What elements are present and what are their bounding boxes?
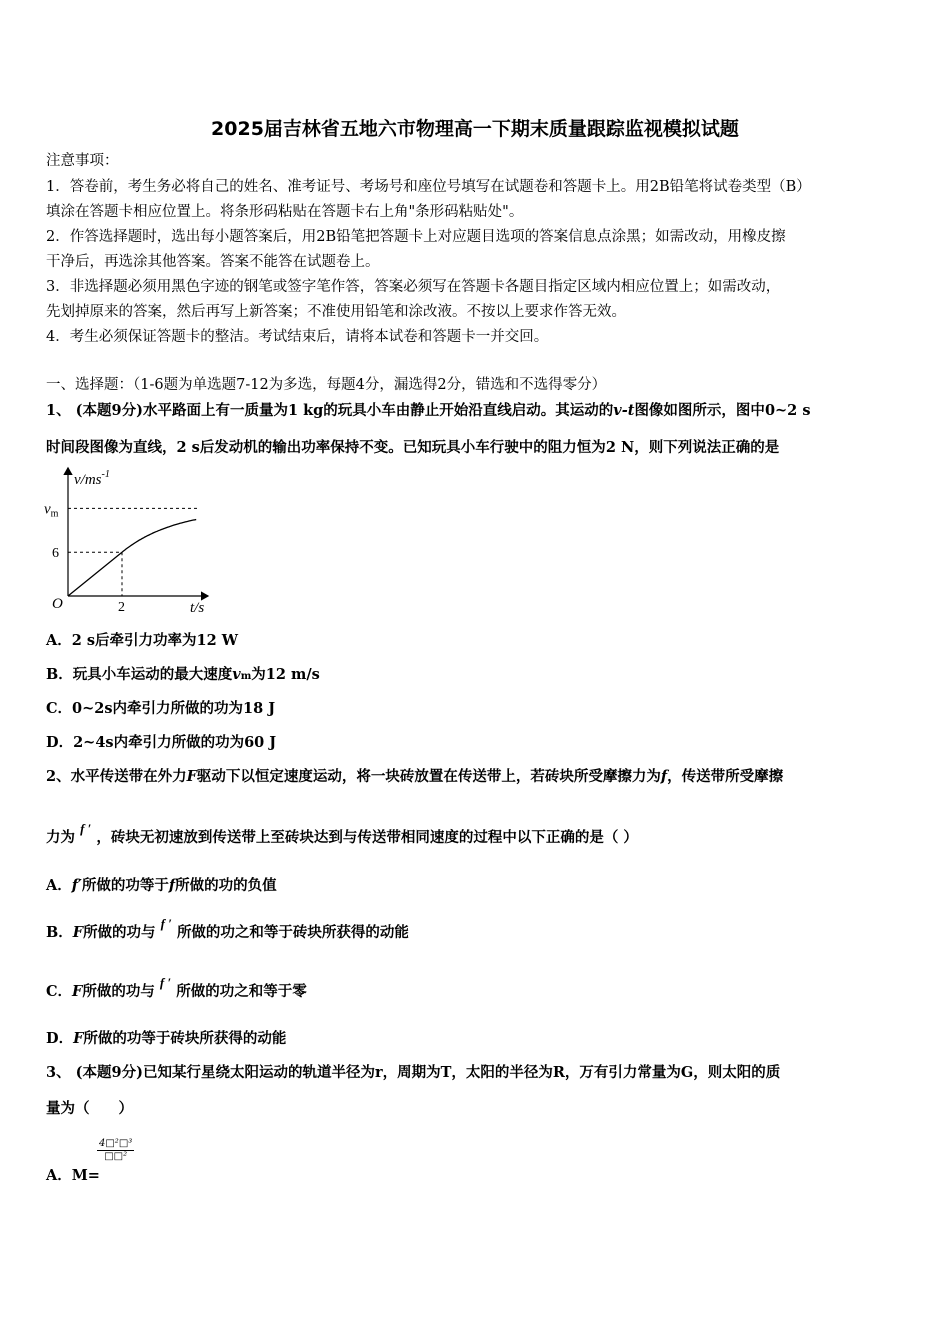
- q3-line-2: 量为（ ）: [46, 1100, 133, 1117]
- notice-heading: 注意事项：: [46, 153, 119, 169]
- q3-line-1: 3、 (本题9分)已知某行星绕太阳运动的轨道半径为r，周期为T，太阳的半径为R，万有引力常量为G，则太阳的质: [46, 1064, 781, 1081]
- q3-option-a[interactable]: A．M=: [46, 1167, 100, 1184]
- notice-line-5: 3．非选择题必须用黑色字迹的钢笔或签字笔作答，答案必须写在答题卡各题目指定区域内相应位置上；如需改动，: [46, 279, 781, 295]
- q2-option-d[interactable]: D．F所做的功等于砖块所获得的动能: [46, 1030, 287, 1047]
- vmax-label: $v_m$: [44, 501, 59, 520]
- q1-option-a[interactable]: A．2 s后牵引力功率为12 W: [46, 632, 239, 649]
- notice-line-7: 4．考生必须保证答题卡的整洁。考试结束后，请将本试卷和答题卡一并交回。: [46, 329, 549, 345]
- q1-line-1: 1、 (本题9分)水平路面上有一质量为1 kg的玩具小车由静止开始沿直线启动。其运动的v-t图像如图所示，图中0~2 s: [46, 402, 811, 419]
- notice-line-3: 2．作答选择题时，选出每小题答案后，用2B铅笔把答题卡上对应题目选项的答案信息点涂黑；如需改动，用橡皮擦: [46, 229, 786, 245]
- notice-line-2: 填涂在答题卡相应位置上。将条形码粘贴在答题卡右上角"条形码粘贴处"。: [46, 204, 524, 220]
- q2-line-2: 力为 f ′ ，砖块无初速放到传送带上至砖块达到与传送带相同速度的过程中以下正确的是（ ）: [46, 821, 638, 846]
- x-tick-label: 2: [118, 600, 125, 615]
- q2-option-b[interactable]: B．F所做的功与 f ′ 所做的功之和等于砖块所获得的动能: [46, 916, 409, 941]
- q3-option-a-fraction: 4□²□³ □□²: [99, 1138, 133, 1162]
- section-heading: 一、选择题：（1-6题为单选题7-12为多选，每题4分，漏选得2分，错选和不选得零分）: [46, 377, 607, 393]
- x-axis-label: t/s: [190, 600, 205, 616]
- notice-line-1: 1．答卷前，考生务必将自己的姓名、准考证号、考场号和座位号填写在试题卷和答题卡上。用2B铅笔将试卷类型（B）: [46, 179, 811, 195]
- q2-line-1: 2、水平传送带在外力F驱动下以恒定速度运动，将一块砖放置在传送带上，若砖块所受摩擦力为f，传送带所受摩擦: [46, 768, 784, 785]
- vt-graph: [40, 462, 220, 620]
- q2-option-a[interactable]: A．f′所做的功等于f所做的功的负值: [46, 877, 277, 894]
- y-axis-label: $v/ms^{-1}$: [74, 469, 110, 488]
- origin-label: O: [52, 596, 63, 612]
- page-title: 2025届吉林省五地六市物理高一下期末质量跟踪监视模拟试题: [211, 118, 739, 140]
- notice-line-4: 干净后，再选涂其他答案。答案不能答在试题卷上。: [46, 254, 380, 270]
- notice-line-6: 先划掉原来的答案，然后再写上新答案；不准使用铅笔和涂改液。不按以上要求作答无效。: [46, 304, 626, 320]
- q1-option-d[interactable]: D．2~4s内牵引力所做的功为60 J: [46, 734, 277, 751]
- q2-option-c[interactable]: C．F所做的功与 f ′ 所做的功之和等于零: [46, 975, 307, 1000]
- vt-curve: [68, 520, 196, 597]
- q1-line-2: 时间段图像为直线，2 s后发动机的输出功率保持不变。已知玩具小车行驶中的阻力恒为2 N，则下列说法正确的是: [46, 439, 780, 456]
- q1-option-b[interactable]: B．玩具小车运动的最大速度vm为12 m/s: [46, 666, 320, 683]
- q1-option-c[interactable]: C．0~2s内牵引力所做的功为18 J: [46, 700, 276, 717]
- y-tick-label: 6: [52, 546, 59, 562]
